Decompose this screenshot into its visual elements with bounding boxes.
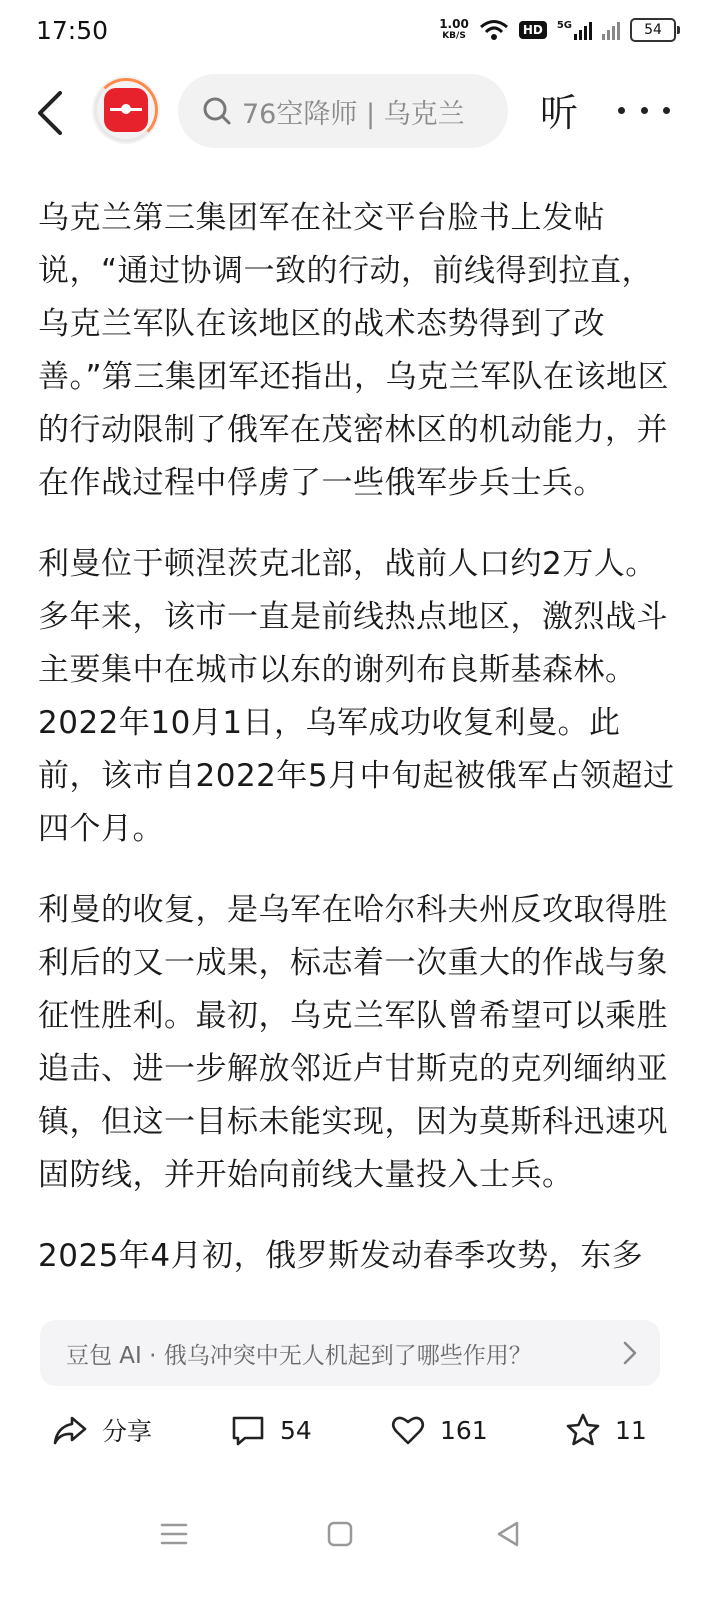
article-paragraph: 2025年4月初，俄罗斯发动春季攻势，东多: [38, 1238, 644, 1274]
article-body: [38, 192, 678, 1304]
back-button[interactable]: [30, 88, 70, 138]
battery-icon: [630, 18, 676, 42]
favorite-count: 11: [615, 1415, 647, 1445]
top-navigation: [0, 70, 720, 160]
toutiao-app-icon[interactable]: [92, 76, 160, 144]
search-query-text: 76空降师 | 乌克兰: [242, 98, 465, 130]
search-bar[interactable]: [178, 74, 508, 148]
chevron-right-icon: [622, 1340, 638, 1366]
article-paragraph: 利曼的收复，是乌军在哈尔科夫州反攻取得胜利后的又一成果，标志着一次重大的作战与象征性胜利。最初，乌克兰军队曾希望可以乘胜追击、进一步解放邻近卢甘斯克的克列缅纳亚镇，但这一目标未能实现，因为莫斯科迅速巩固防线，并开始向前线大量投入士兵。: [38, 892, 668, 1193]
hd-badge: HD: [519, 21, 547, 39]
comment-button[interactable]: [230, 1412, 312, 1448]
share-button[interactable]: [52, 1412, 152, 1448]
comment-count: 54: [280, 1415, 312, 1445]
search-icon: [202, 96, 232, 126]
status-bar: [0, 0, 720, 64]
network-speed-value: 1.00: [439, 17, 469, 31]
share-icon: [52, 1412, 88, 1448]
dot-icon: [641, 107, 648, 114]
more-options-button[interactable]: [618, 90, 670, 130]
article-paragraph: 乌克兰第三集团军在社交平台脸书上发帖说，“通过协调一致的行动，前线得到拉直，乌克兰军队在该地区的战术态势得到了改善。”第三集团军还指出，乌克兰军队在该地区的行动限制了俄军在茂密林区的机动能力，并在作战过程中俘虏了一些俄军步兵士兵。: [38, 200, 670, 501]
favorite-button[interactable]: [565, 1412, 647, 1448]
network-type-label: 5G: [556, 20, 572, 31]
status-time: 17:50: [36, 16, 109, 45]
nav-back-button[interactable]: [488, 1514, 528, 1554]
home-button[interactable]: [320, 1514, 360, 1554]
article-paragraph: 利曼位于顿涅茨克北部，战前人口约2万人。多年来，该市一直是前线热点地区，激烈战斗主要集中在城市以东的谢列布良斯基森林。2022年10月1日，乌军成功收复利曼。此前，该市自2022年5月中旬起被俄军占领超过四个月。: [38, 546, 675, 847]
comment-icon: [230, 1412, 266, 1448]
menu-icon: [160, 1522, 188, 1546]
triangle-back-icon: [495, 1520, 521, 1548]
action-bar: [0, 1400, 720, 1466]
like-button[interactable]: [390, 1412, 488, 1448]
ai-suggestion-text: 豆包 AI · 俄乌冲突中无人机起到了哪些作用？: [66, 1342, 532, 1369]
battery-level: 54: [644, 22, 662, 38]
listen-button[interactable]: 听: [540, 91, 579, 135]
system-navigation-bar: [0, 1500, 720, 1570]
dot-icon: [663, 107, 670, 114]
network-speed-unit: KB/S: [442, 31, 466, 41]
wifi-icon: [479, 19, 509, 41]
ai-question-suggestion[interactable]: [40, 1320, 660, 1386]
heart-icon: [390, 1412, 426, 1448]
signal-secondary-icon: [602, 20, 620, 40]
dot-icon: [618, 107, 625, 114]
chevron-left-icon: [36, 91, 64, 135]
status-icons: [439, 18, 676, 42]
menu-button[interactable]: [154, 1514, 194, 1554]
square-icon: [327, 1521, 353, 1547]
network-speed: [439, 18, 469, 42]
signal-5g-icon: [557, 20, 592, 40]
star-icon: [565, 1412, 601, 1448]
like-count: 161: [440, 1415, 488, 1445]
share-label: 分享: [102, 1417, 153, 1446]
